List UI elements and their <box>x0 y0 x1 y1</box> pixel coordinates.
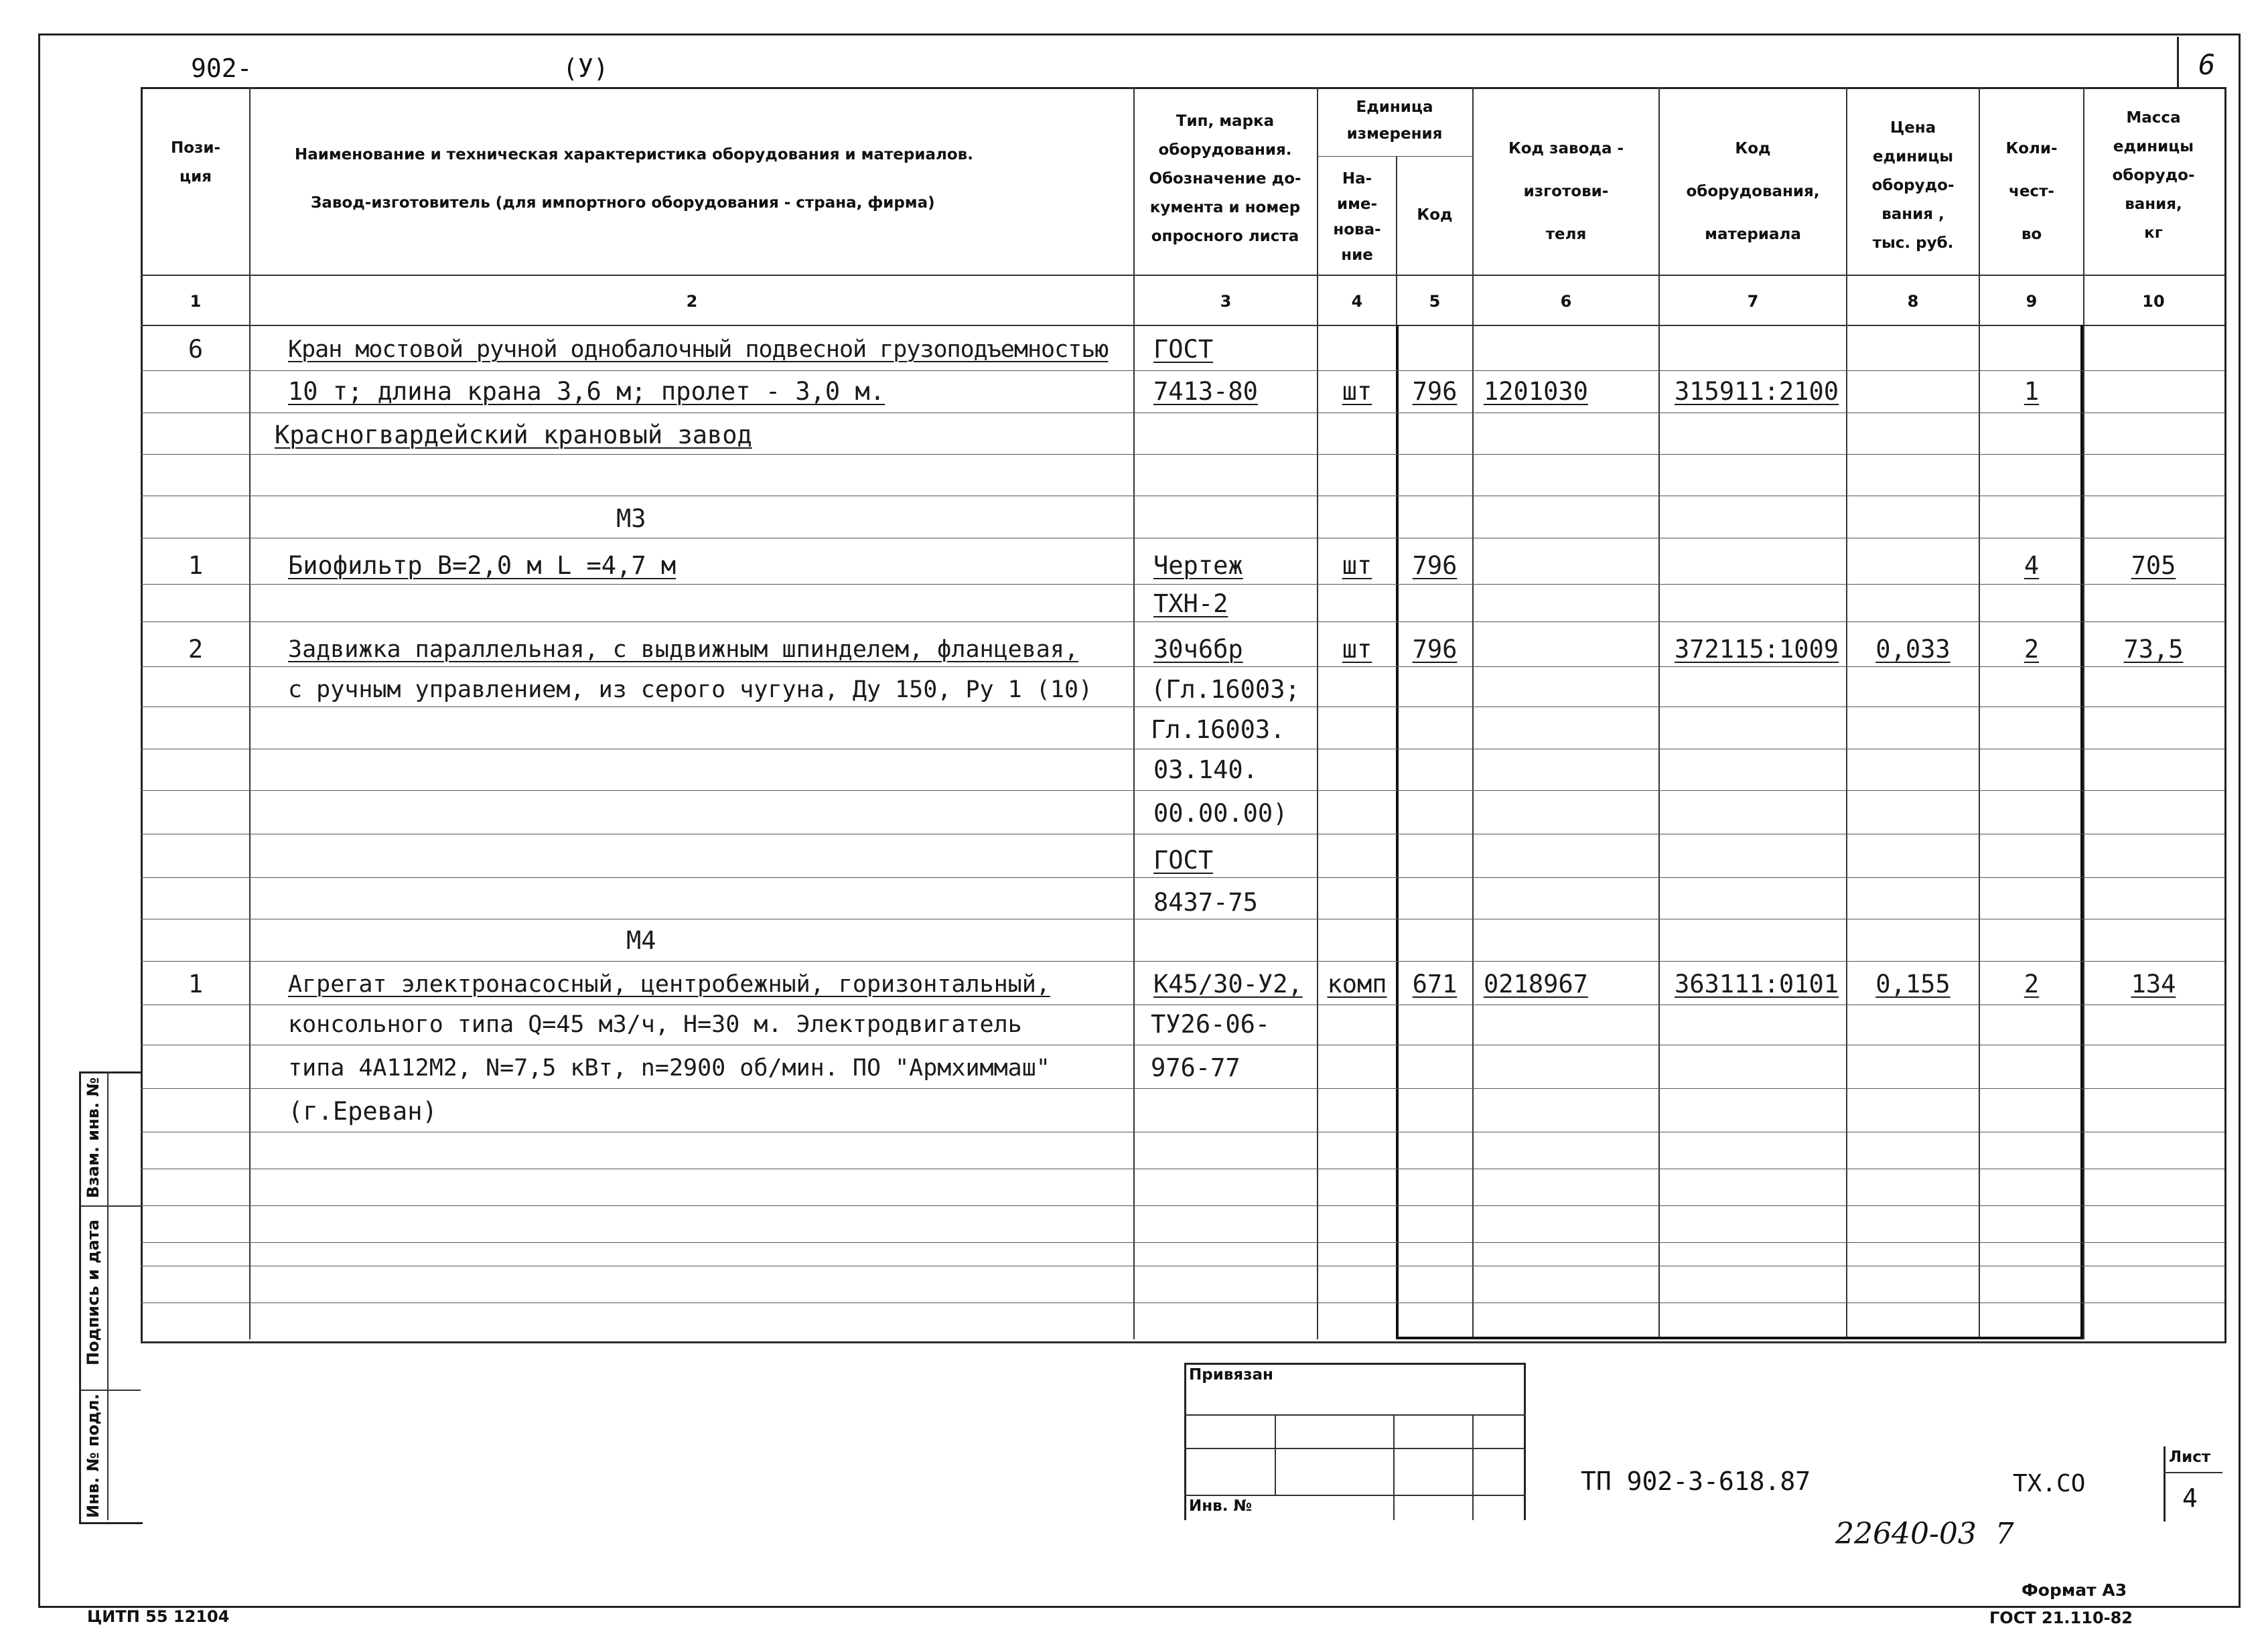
stamp-top-line <box>141 1341 2224 1343</box>
row-qty: 2 <box>2024 635 2040 664</box>
row-name: Биофильтр В=2,0 м L =4,7 м <box>288 551 677 580</box>
row-unit: шт <box>1342 635 1372 664</box>
row-type: ГОСТ <box>1153 846 1214 875</box>
doc-code: ТХ.СО <box>2013 1470 2086 1497</box>
row-type: ТХН-2 <box>1153 589 1228 618</box>
colnum-8: 8 <box>1907 292 1919 311</box>
handwritten-number: 22640-03 7 <box>1835 1517 2014 1551</box>
row-qty: 4 <box>2024 551 2040 580</box>
col-line-1 <box>249 87 251 1339</box>
footer-gost: ГОСТ 21.110-82 <box>1989 1609 2133 1627</box>
row-type: 8437-75 <box>1153 888 1258 917</box>
row-name: 10 т; длина крана 3,6 м; пролет - 3,0 м. <box>288 377 885 406</box>
row-pos: 1 <box>188 970 204 998</box>
colnum-5: 5 <box>1429 292 1441 311</box>
col-line-9 <box>2083 87 2084 1339</box>
sidebar-div-1 <box>79 1205 141 1207</box>
row-code: 796 <box>1412 551 1458 580</box>
row-type: ГОСТ <box>1153 335 1214 364</box>
row-equip: 372115:1009 <box>1675 635 1839 664</box>
section-label: М4 <box>626 926 656 955</box>
header-col10: Масса единицы оборудо- вания, кг <box>2112 109 2195 242</box>
colnum-10: 10 <box>2142 292 2165 311</box>
row-equip: 315911:2100 <box>1675 377 1839 406</box>
row-unit: комп <box>1327 970 1387 998</box>
row-name: Задвижка параллельная, с выдвижным шпинделем, фланцевая, <box>288 636 1079 663</box>
inv-label: Инв. № <box>1189 1497 1253 1515</box>
sidebar-inner-line <box>107 1071 109 1520</box>
unit-group-line <box>1317 156 1472 157</box>
sidebar-label-inv-orig: Инв. № подл. <box>84 1394 102 1518</box>
row-unit: шт <box>1342 377 1372 406</box>
row-name: с ручным управлением, из серого чугуна, Ду 150, Ру 1 (10) <box>288 676 1093 703</box>
row-price: 0,155 <box>1875 970 1951 998</box>
row-code: 796 <box>1412 377 1458 406</box>
colnum-2: 2 <box>686 292 698 311</box>
row-pos: 1 <box>188 551 204 580</box>
attached-vline-2 <box>1393 1414 1395 1520</box>
row-name: Красногвардейский крановый завод <box>275 421 752 449</box>
col-line-2 <box>1133 87 1135 1339</box>
row-type: 976-77 <box>1151 1053 1241 1082</box>
row-name: Агрегат электронасосный, центробежный, горизонтальный, <box>288 971 1050 998</box>
colnum-9: 9 <box>2026 292 2038 311</box>
row-type: Гл.16003. <box>1151 715 1285 744</box>
row-type: 30ч6бр <box>1153 635 1243 664</box>
header-col1: Пози- ция <box>170 139 221 185</box>
row-mass: 73,5 <box>2123 635 2184 664</box>
row-unit: шт <box>1342 551 1372 580</box>
colnum-7: 7 <box>1747 292 1759 311</box>
sheet-box-line <box>2164 1472 2222 1473</box>
col-line-3 <box>1317 87 1318 1339</box>
sidebar-label-replace-inv: Взам. инв. № <box>84 1077 102 1199</box>
colnum-3: 3 <box>1220 292 1232 311</box>
header-col7: Код оборудования, материала <box>1686 140 1820 243</box>
header-col3: Тип, марка оборудования. Обозначение до- кумента и номер опросного листа <box>1149 113 1301 245</box>
header-unit-group: Единица измерения <box>1346 98 1443 143</box>
row-equip: 363111:0101 <box>1675 970 1839 998</box>
row-name: Кран мостовой ручной однобалочный подвесной грузоподъемностью <box>288 336 1109 363</box>
attached-vline-1 <box>1275 1414 1276 1495</box>
colnum-6: 6 <box>1560 292 1572 311</box>
colnum-4: 4 <box>1351 292 1363 311</box>
row-qty: 2 <box>2024 970 2040 998</box>
bold-data-box <box>1396 325 2083 1339</box>
row-type: Чертеж <box>1153 551 1243 580</box>
row-type: ТУ26-06- <box>1151 1010 1271 1039</box>
doc-mark: (У) <box>563 54 609 83</box>
attached-line-2 <box>1184 1448 1526 1449</box>
header-col8: Цена единицы оборудо- вания , тыс. руб. <box>1871 119 1955 252</box>
attached-vline-3 <box>1472 1414 1474 1520</box>
row-mass: 134 <box>2131 970 2176 998</box>
row-price: 0,033 <box>1875 635 1951 664</box>
row-type: К45/30-У2, <box>1153 970 1303 998</box>
footer-left: ЦИТП 55 12104 <box>87 1607 230 1626</box>
row-type: 00.00.00) <box>1153 799 1288 828</box>
row-name: консольного типа Q=45 м3/ч, Н=30 м. Электродвигатель <box>288 1011 1022 1038</box>
row-type: (Гл.16003; <box>1151 675 1300 704</box>
row-line <box>141 1205 2224 1206</box>
doc-number: ТП 902-3-618.87 <box>1581 1467 1811 1496</box>
row-line <box>141 370 2224 371</box>
colnum-1: 1 <box>190 292 202 311</box>
row-pos: 2 <box>188 635 204 664</box>
attached-line-1 <box>1184 1414 1526 1416</box>
sheet-corner-number: 6 <box>2198 48 2216 81</box>
row-line <box>141 1242 2224 1243</box>
row-pos: 6 <box>188 335 204 364</box>
row-line <box>141 1088 2224 1089</box>
doc-prefix: 902- <box>191 54 253 83</box>
section-label: М3 <box>616 504 646 533</box>
attached-box <box>1184 1363 1526 1520</box>
row-code: 796 <box>1412 635 1458 664</box>
row-mass: 705 <box>2131 551 2176 580</box>
attached-label: Привязан <box>1189 1366 1273 1384</box>
sidebar-label-signature-date: Подпись и дата <box>84 1219 102 1365</box>
sheet-label: Лист <box>2169 1448 2211 1466</box>
header-col2: Наименование и техническая характеристика оборудования и материалов. Завод-изготовитель (для импортного оборудования - страна, фирма) <box>295 146 973 212</box>
header-col5: Код <box>1417 206 1453 224</box>
attached-line-3 <box>1184 1495 1526 1496</box>
header-col9: Коли- чест- во <box>2005 140 2058 243</box>
row-name: (г.Ереван) <box>288 1097 437 1126</box>
row-code: 671 <box>1412 970 1458 998</box>
sheet-number: 4 <box>2182 1483 2198 1513</box>
header-col4: На- име- нова- ние <box>1333 170 1381 264</box>
header-col6: Код завода - изготови- теля <box>1508 140 1624 243</box>
row-line <box>141 961 2224 962</box>
row-factory: 0218967 <box>1484 970 1588 998</box>
header-bottom-line <box>141 275 2224 276</box>
row-qty: 1 <box>2024 377 2040 406</box>
row-line <box>141 790 2224 791</box>
row-name: типа 4А112М2, N=7,5 кВт, n=2900 об/мин. ПО "Армхиммаш" <box>288 1055 1050 1082</box>
row-type: 03.140. <box>1153 755 1258 784</box>
row-type: 7413-80 <box>1153 377 1258 406</box>
footer-format: Формат А3 <box>2022 1580 2127 1600</box>
row-factory: 1201030 <box>1484 377 1588 406</box>
